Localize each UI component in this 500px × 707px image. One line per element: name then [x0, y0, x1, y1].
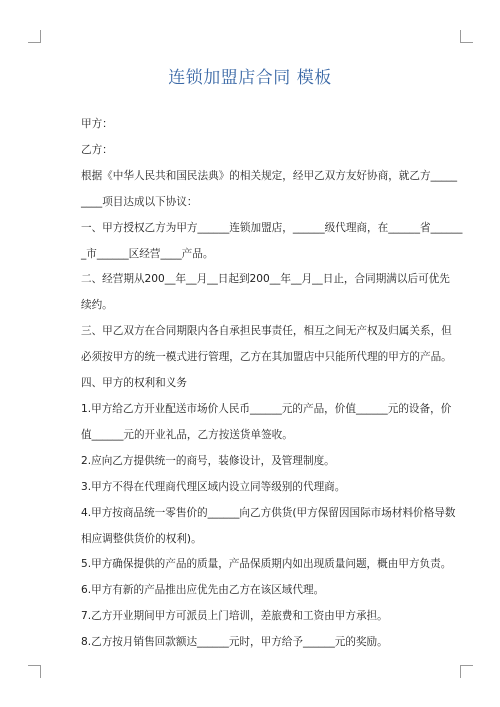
- item-4-line-2: 相应调整供货价的权利)。: [81, 532, 202, 545]
- document-body: [60, 112, 463, 656]
- preamble-line-1: 根据《中华人民共和国民法典》的相关规定，经甲乙双方友好协商，就乙方_____: [81, 169, 458, 182]
- item-4-line-1: 4.甲方按商品统一零售价的______向乙方供货(甲方保留因国际市场材料价格导数: [81, 506, 456, 519]
- clause-3-line-1: 三、甲乙双方在合同期限内各自承担民事责任，相互之间无产权及归属关系，但: [81, 325, 452, 338]
- clause-2-line-2: 续约。: [81, 299, 113, 312]
- crop-mark-bottom-right: [460, 665, 473, 678]
- clause-1-line-2: _市______区经营____产品。: [81, 247, 214, 260]
- item-8: 8.乙方按月销售回款额达______元时，甲方给予______元的奖励。: [81, 636, 388, 649]
- section-4-heading: 四、甲方的权利和义务: [81, 377, 187, 390]
- clause-1-line-1: 一、甲方授权乙方为甲方______连锁加盟店，______级代理商，在______省______: [81, 221, 463, 234]
- item-2: 2.应向乙方提供统一的商号，装修设计，及管理制度。: [81, 454, 335, 467]
- item-5: 5.甲方确保提供的产品的质量，产品保质期内如出现质量问题，概由甲方负责。: [81, 558, 452, 571]
- item-1-line-1: 1.甲方给乙方开业配送市场价人民币______元的产品，价值______元的设备，价: [81, 402, 452, 415]
- document-title: 连锁加盟店合同 模板: [168, 68, 332, 88]
- crop-mark-top-left: [28, 30, 41, 43]
- preamble-line-2: ____项目达成以下协议：: [81, 195, 198, 208]
- item-7: 7.乙方开业期间甲方可派员上门培训，差旅费和工资由甲方承担。: [81, 610, 388, 623]
- item-3: 3.甲方不得在代理商代理区域内设立同等级别的代理商。: [81, 480, 346, 493]
- party-a-line: 甲方：: [81, 118, 113, 130]
- item-1-line-2: 值______元的开业礼品，乙方按送货单签收。: [81, 428, 293, 441]
- clause-3-line-2: 必须按甲方的统一模式进行管理，乙方在其加盟店中只能所代理的甲方的产品。: [81, 351, 452, 364]
- crop-mark-bottom-left: [28, 665, 41, 678]
- party-b-line: 乙方：: [81, 143, 113, 156]
- item-6: 6.甲方有新的产品推出应优先由乙方在该区域代理。: [81, 584, 325, 597]
- clause-2-line-1: 二、经营期从200__年__月__日起到200__年__月__日止，合同期满以后可优先: [81, 273, 450, 286]
- crop-mark-top-right: [460, 30, 473, 43]
